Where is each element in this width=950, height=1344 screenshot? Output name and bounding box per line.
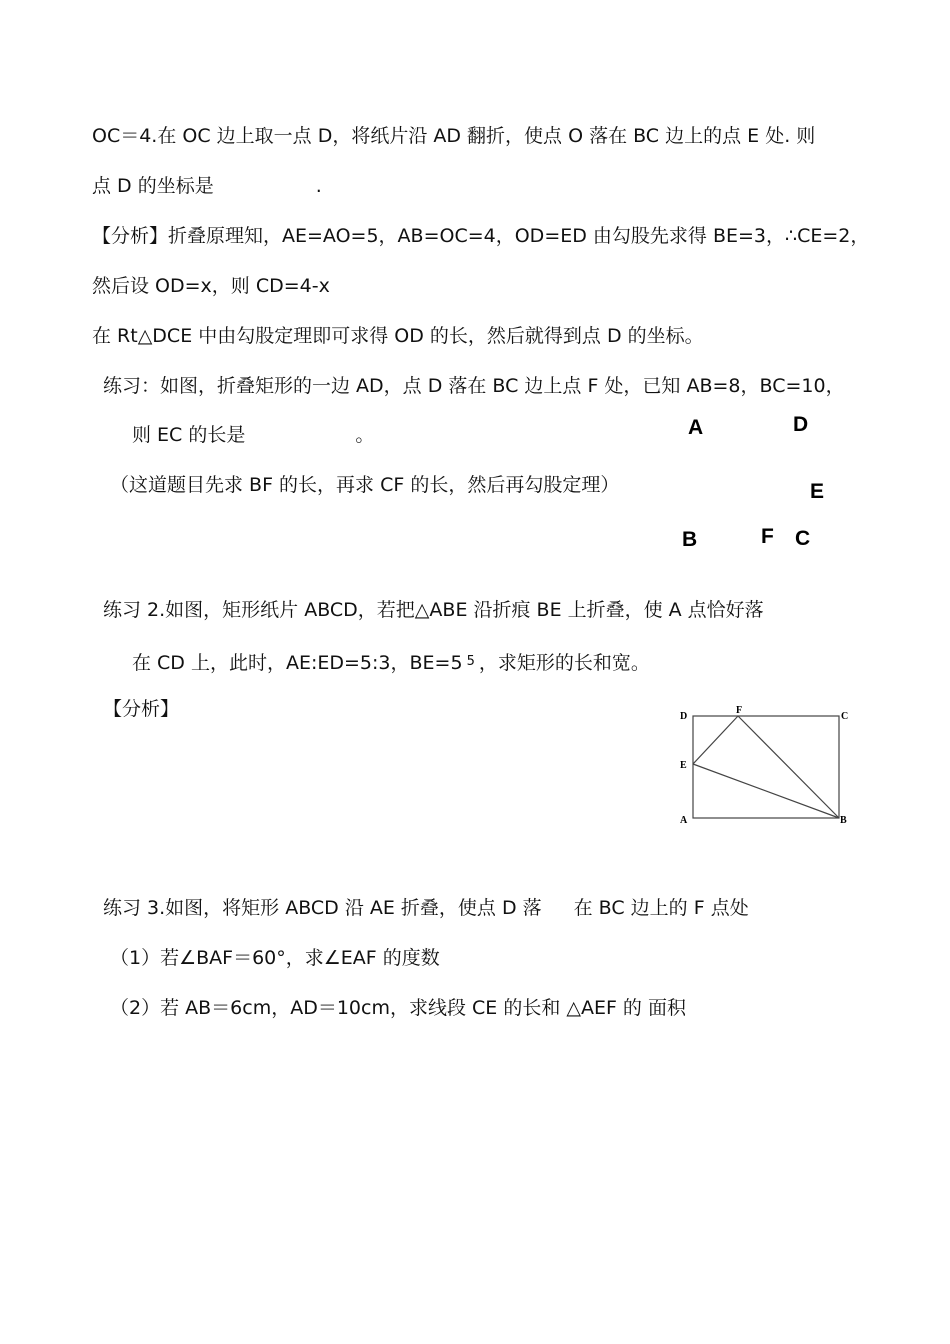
analysis-1-line-3: 在 Rt△DCE 中由勾股定理即可求得 OD 的长，然后就得到点 D 的坐标。: [92, 325, 704, 347]
exercise-2-line-2: [132, 649, 650, 680]
figure2-segment-EB: [693, 764, 839, 818]
exercise-2-line-2-a: 在 CD 上，此时，AE:ED=5:3，BE=5: [132, 652, 463, 674]
figure2-rectangle-diagram: [676, 702, 856, 828]
figure1-label-A: A: [688, 416, 704, 439]
figure2-label-D: D: [680, 711, 688, 722]
analysis-2-heading: 【分析】: [103, 698, 180, 720]
figure2-label-F: F: [736, 705, 743, 716]
problem-text-line-2-a: 点 D 的坐标是: [92, 175, 214, 197]
exercise-3-line-1: [103, 894, 749, 922]
exercise-1-line-2: [132, 421, 374, 449]
exercise-1-line-2-b: 。: [355, 424, 375, 446]
problem-text-line-2: [92, 172, 322, 200]
figure2-rect-ABCD: [693, 716, 839, 818]
figure2-label-A: A: [680, 815, 688, 826]
figure2-segment-FB: [738, 716, 839, 818]
figure1-label-D: D: [793, 413, 809, 436]
exercise-1-line-1: 练习：如图，折叠矩形的一边 AD，点 D 落在 BC 边上点 F 处，已知 AB=8，BC=10，: [103, 375, 845, 397]
exercise-3-question-2: （2）若 AB＝6cm，AD＝10cm，求线段 CE 的长和 △AEF 的 面积: [110, 997, 686, 1019]
figure2-label-E: E: [680, 760, 687, 771]
analysis-1-line-1: 【分析】折叠原理知，AE=AO=5，AB=OC=4，OD=ED 由勾股先求得 BE=3，∴CE=2，: [92, 225, 870, 247]
exercise-1-line-2-a: 则 EC 的长是: [132, 424, 246, 446]
analysis-1-line-2: 然后设 OD=x，则 CD=4-x: [92, 275, 330, 297]
figure1-label-E: E: [810, 480, 825, 503]
figure1-label-C: C: [795, 527, 811, 550]
exercise-3-question-1: （1）若∠BAF＝60°，求∠EAF 的度数: [110, 947, 440, 969]
figure2-segment-EF: [693, 716, 738, 764]
figure1-label-B: B: [682, 528, 698, 551]
exercise-2-sqrt-value: 5: [466, 654, 475, 669]
figure2-label-B: B: [840, 815, 847, 826]
problem-text-line-1: OC＝4.在 OC 边上取一点 D，将纸片沿 AD 翻折，使点 O 落在 BC 边上的点 E 处. 则: [92, 125, 816, 147]
figure1-label-F: F: [761, 525, 774, 548]
exercise-3-line-1-a: 练习 3.如图，将矩形 ABCD 沿 AE 折叠，使点 D 落: [103, 897, 542, 919]
figure2-label-C: C: [841, 711, 849, 722]
exercise-3-line-1-b: 在 BC 边上的 F 点处: [573, 897, 749, 919]
problem-text-line-2-b: .: [315, 175, 322, 197]
exercise-1-hint: （这道题目先求 BF 的长，再求 CF 的长，然后再勾股定理）: [110, 474, 620, 496]
exercise-2-line-2-b: ，求矩形的长和宽。: [478, 652, 650, 674]
exercise-2-line-1: 练习 2.如图，矩形纸片 ABCD，若把△ABE 沿折痕 BE 上折叠，使 A 点恰好落: [103, 599, 764, 621]
